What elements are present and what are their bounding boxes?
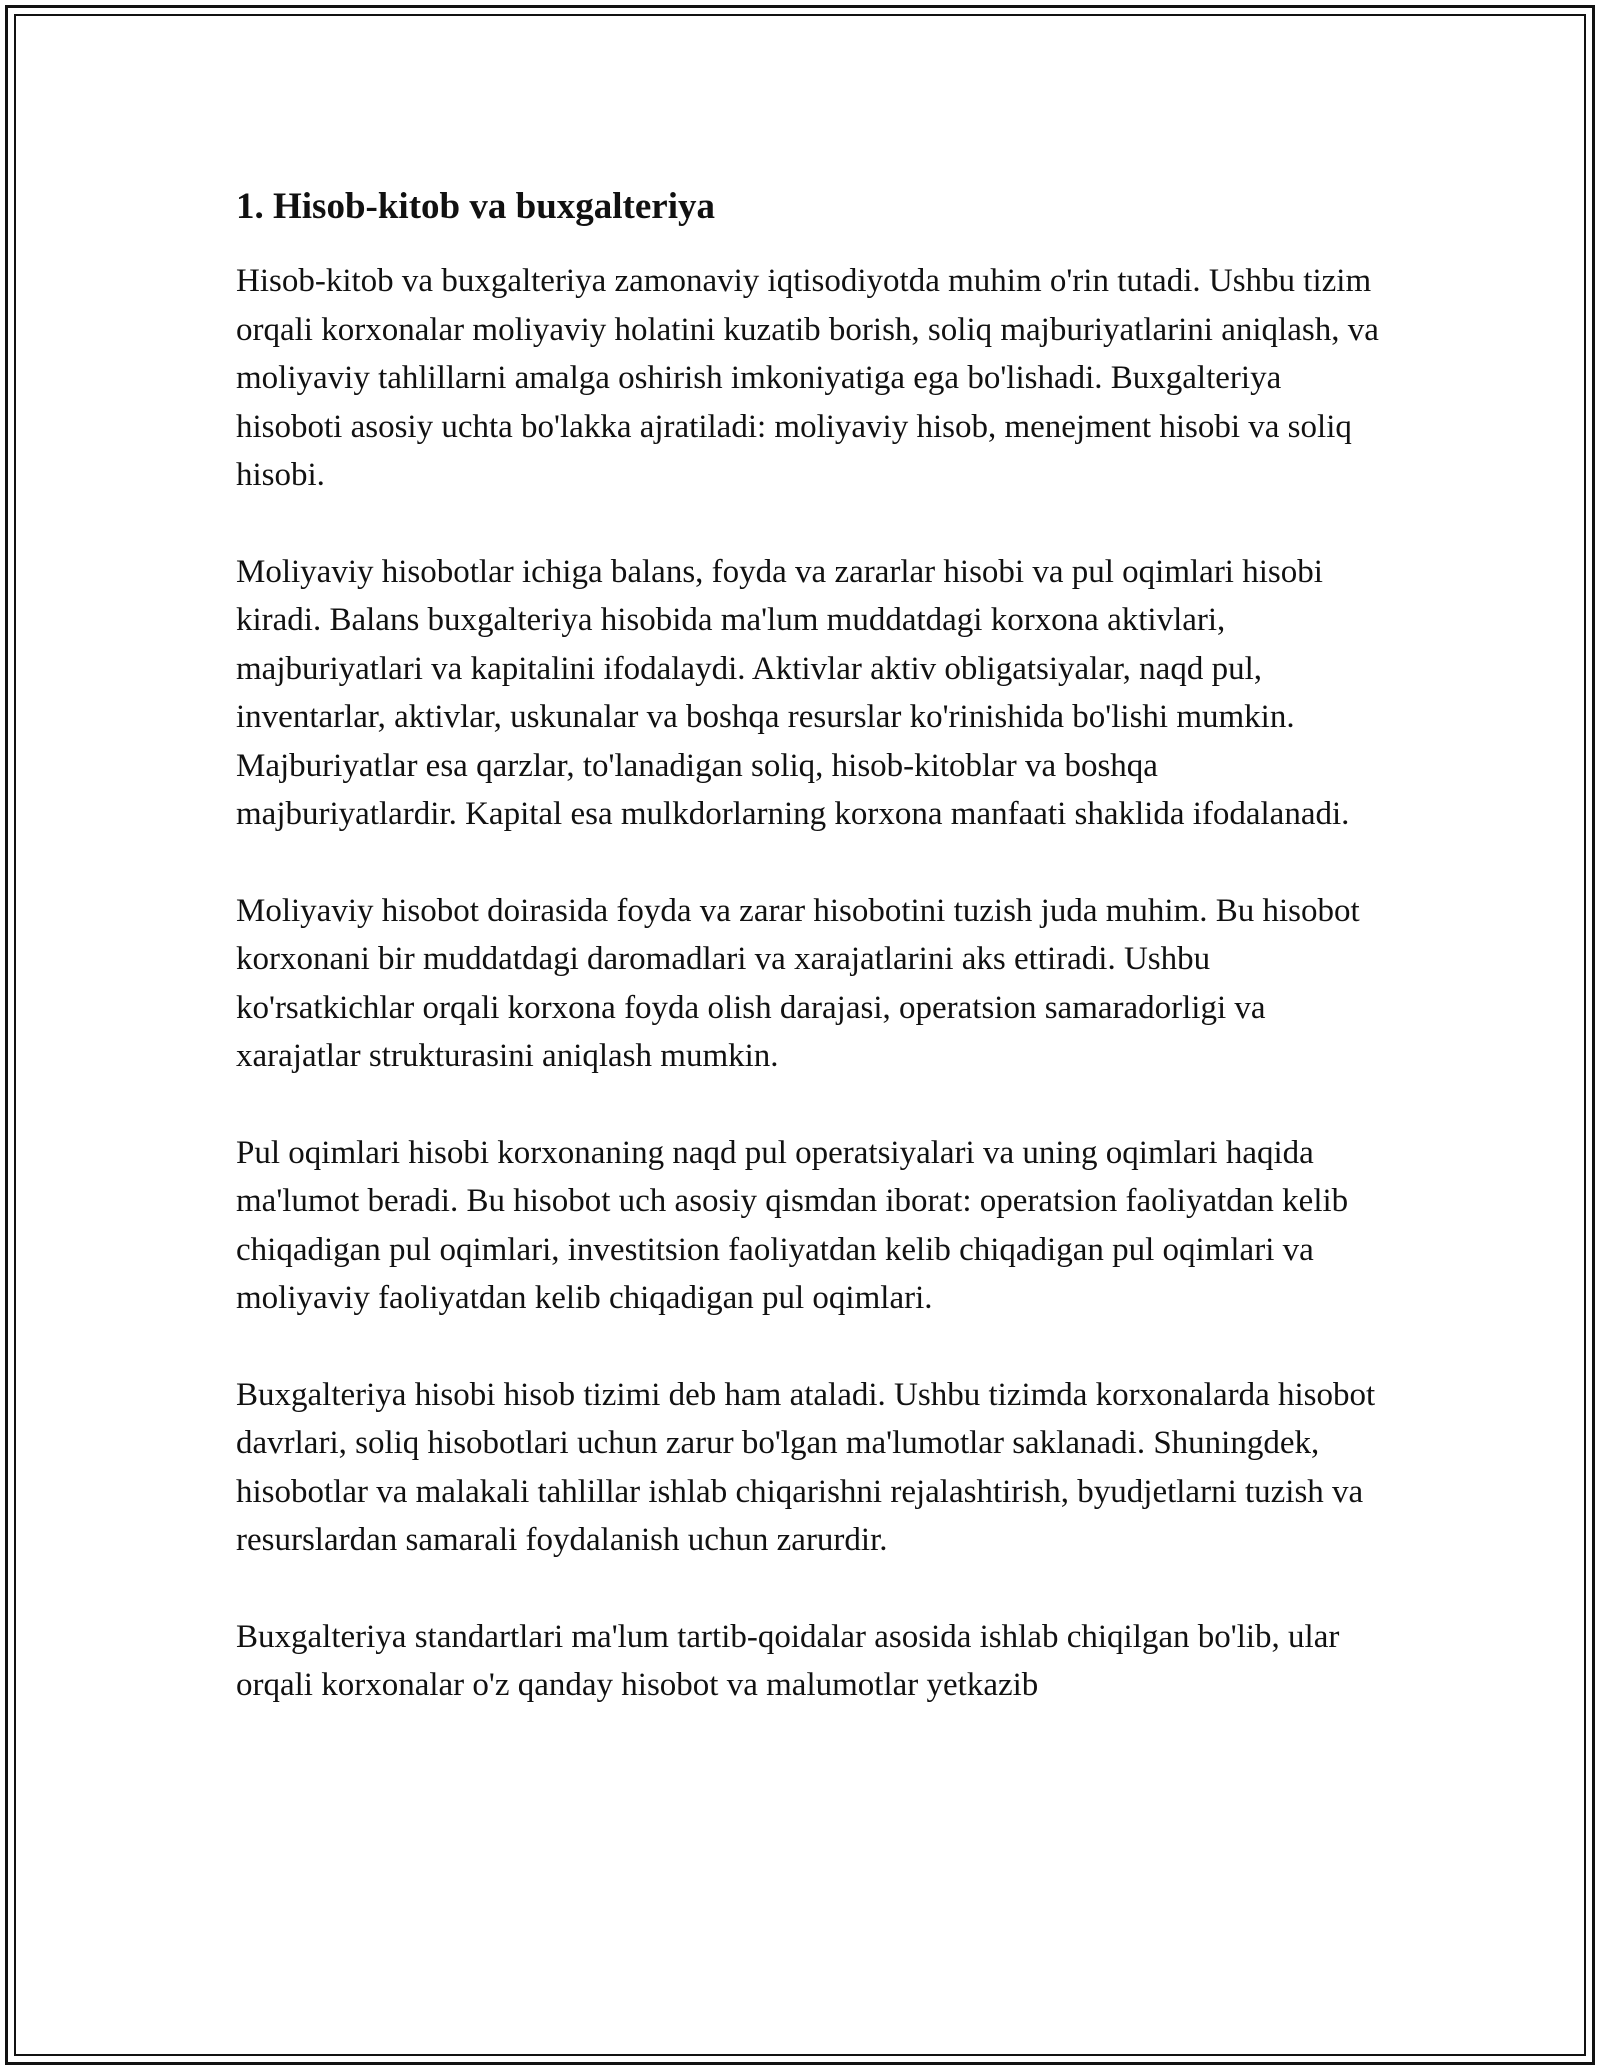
paragraph-2: Moliyaviy hisobotlar ichiga balans, foyda va zararlar hisobi va pul oqimlari hisobi kiradi. Balans buxgalteriya hisobida ma'lum muddatdagi korxona aktivlari, majburiyatlari va kapitalini ifodalaydi. Aktivlar aktiv obligatsiyalar, naqd pul, inventarlar, aktivlar, uskunalar va boshqa resurslar ko'rinishida bo'lishi mumkin. Majburiyatlar esa qarzlar, to'lanadigan soliq, hisob-kitoblar va boshqa majburiyatlardir. Kapital esa mulkdorlarning korxona manfaati shaklida ifodalanadi. [236,553,1350,833]
paragraph-4: Pul oqimlari hisobi korxonaning naqd pul operatsiyalari va uning oqimlari haqida ma'lumot beradi. Bu hisobot uch asosiy qismdan iborat: operatsion faoliyatdan kelib chiqadigan pul oqimlari, investitsion faoliyatdan kelib chiqadigan pul oqimlari va moliyaviy faoliyatdan kelib chiqadigan pul oqimlari. [236,1134,1349,1317]
section-heading: 1. Hisob-kitob va buxgalteriya [236,186,715,227]
paragraph-1: Hisob-kitob va buxgalteriya zamonaviy iqtisodiyotda muhim o'rin tutadi. Ushbu tizim orqali korxonalar moliyaviy holatini kuzatib borish, soliq majburiyatlarini aniqlash, va moliyaviy tahlillarni amalga oshirish imkoniyatiga ega bo'lishadi. Buxgalteriya hisoboti asosiy uchta bo'lakka ajratiladi: moliyaviy hisob, menejment hisobi va soliq hisobi. [236,263,1379,494]
paragraph-5: Buxgalteriya hisobi hisob tizimi deb ham ataladi. Ushbu tizimda korxonalarda hisobot davrlari, soliq hisobotlari uchun zarur bo'lgan ma'lumotlar saklanadi. Shuningdek, hisobotlar va malakali tahlillar ishlab chiqarishni rejalashtirish, byudjetlarni tuzish va resurslardan samarali foydalanish uchun zarurdir. [236,1376,1376,1559]
document-body [236,185,1386,1758]
paragraph-6: Buxgalteriya standartlari ma'lum tartib-qoidalar asosida ishlab chiqilgan bo'lib, ular orqali korxonalar o'z qanday hisobot va malumotlar yetkazib [236,1618,1340,1704]
paragraph-3: Moliyaviy hisobot doirasida foyda va zarar hisobotini tuzish juda muhim. Bu hisobot korxonani bir muddatdagi daromadlari va xarajatlarini aks ettiradi. Ushbu ko'rsatkichlar orqali korxona foyda olish darajasi, operatsion samaradorligi va xarajatlar strukturasini aniqlash mumkin. [236,892,1360,1075]
